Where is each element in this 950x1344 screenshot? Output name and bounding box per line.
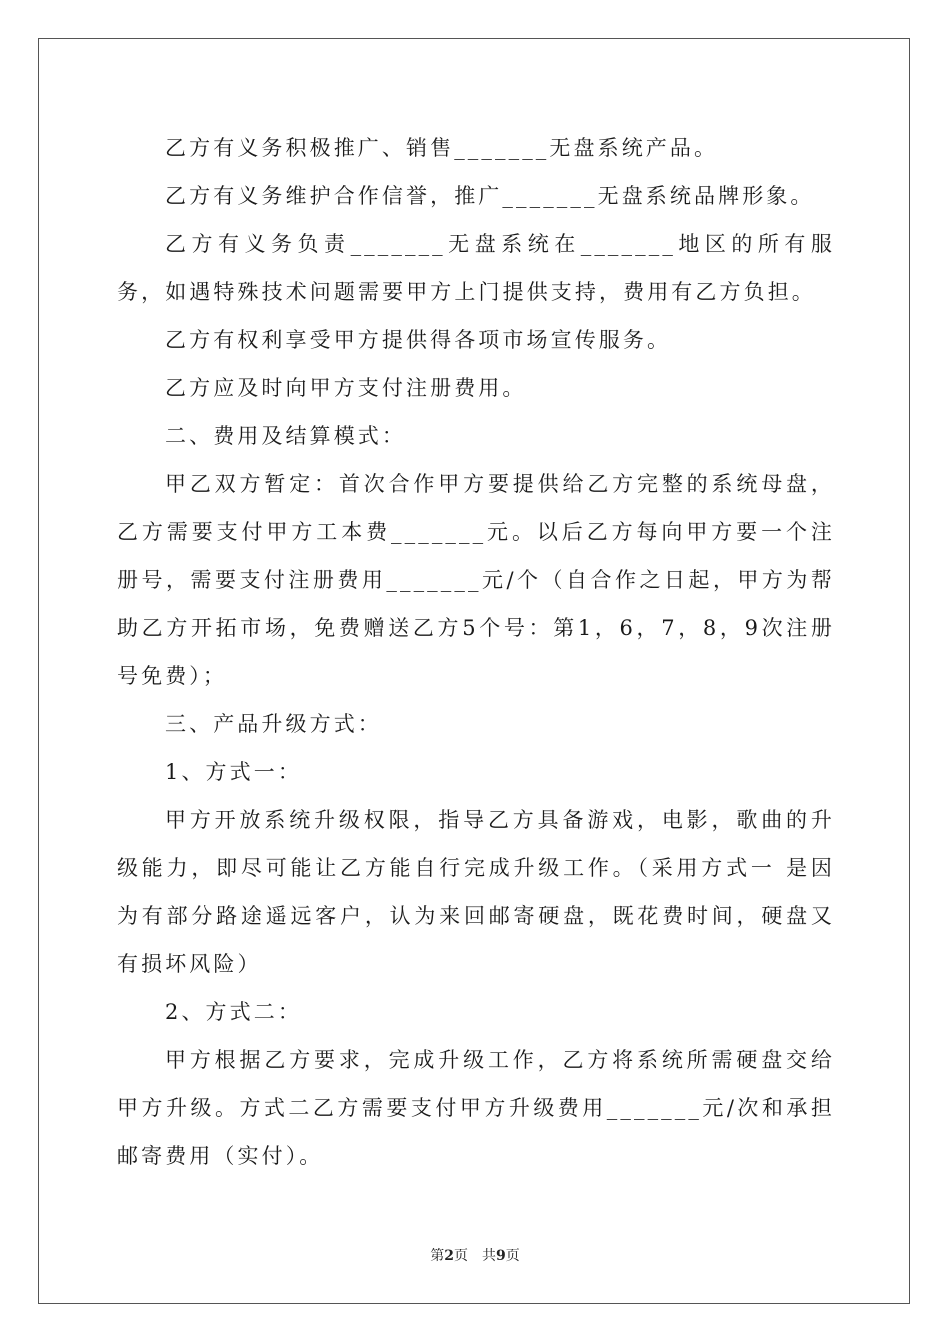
footer-page-prefix: 第 [430, 1248, 445, 1264]
paragraph-fee-terms: 甲乙双方暂定：首次合作甲方要提供给乙方完整的系统母盘，乙方需要支付甲方工本费_______元。以后乙方每向甲方要一个注册号，需要支付注册费用_______元/个（自合作之日起，甲方为帮助乙方开拓市场，免费赠送乙方5个号：第1，6，7，8，9次注册号免费）； [117, 472, 835, 688]
paragraph-method-one: 甲方开放系统升级权限，指导乙方具备游戏，电影，歌曲的升级能力，即尽可能让乙方能自行完成升级工作。（采用方式一 是因为有部分路途遥远客户，认为来回邮寄硬盘，既花费时间，硬盘又有损坏风险） [117, 808, 835, 976]
footer-page-mid: 页 [454, 1248, 468, 1264]
page-footer [0, 1246, 950, 1266]
paragraph-method-two: 甲方根据乙方要求，完成升级工作，乙方将系统所需硬盘交给甲方升级。方式二乙方需要支付甲方升级费用_______元/次和承担邮寄费用（实付）。 [117, 1048, 835, 1168]
section-heading-upgrade: 三、产品升级方式： [165, 712, 382, 736]
footer-total-suffix: 页 [505, 1248, 520, 1264]
subheading-method-one: 1、方式一： [165, 760, 302, 784]
paragraph-brand-image: 乙方有义务维护合作信誉，推广_______无盘系统品牌形象。 [165, 184, 815, 208]
paragraph-regional-service: 乙方有义务负责_______无盘系统在_______地区的所有服务，如遇特殊技术问题需要甲方上门提供支持，费用有乙方负担。 [117, 232, 835, 304]
paragraph-marketing-rights: 乙方有权利享受甲方提供得各项市场宣传服务。 [165, 328, 672, 352]
footer-page-current: 2 [444, 1248, 454, 1264]
paragraph-promote-sales: 乙方有义务积极推广、销售_______无盘系统产品。 [165, 136, 719, 160]
footer-total-prefix: 共 [482, 1248, 496, 1264]
footer-page-total: 9 [496, 1248, 506, 1264]
paragraph-registration-fee: 乙方应及时向甲方支付注册费用。 [165, 376, 527, 400]
document-body [117, 124, 835, 1180]
section-heading-fees: 二、费用及结算模式： [165, 424, 406, 448]
subheading-method-two: 2、方式二： [165, 1000, 302, 1024]
